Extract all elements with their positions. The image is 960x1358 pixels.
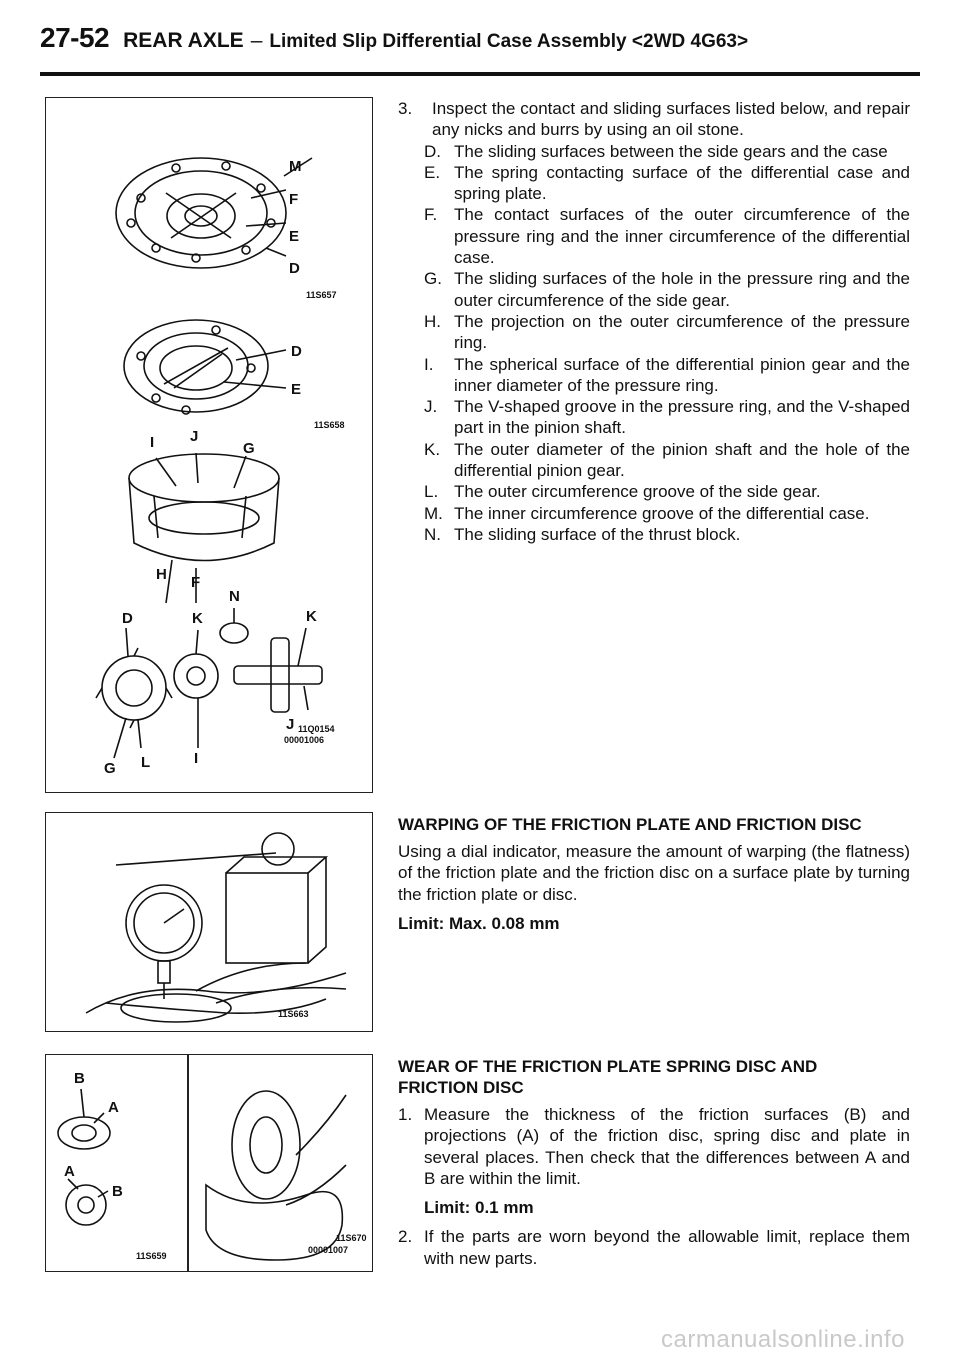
step-number: 3. — [398, 99, 413, 118]
item-letter: E. — [424, 162, 441, 182]
item-letter: H. — [424, 311, 441, 331]
label-k: K — [192, 610, 203, 627]
label-a: A — [108, 1099, 119, 1116]
figure-dial-indicator — [45, 812, 373, 1032]
step-number: 2. — [398, 1227, 413, 1247]
label-b: B — [74, 1070, 85, 1087]
item-text: The sliding surfaces of the hole in the pressure ring and the outer circumference of the side gear. — [454, 269, 910, 310]
list-item — [424, 311, 910, 354]
list-item — [424, 481, 910, 502]
title-dash: – — [250, 29, 263, 52]
item-letter: D. — [424, 141, 441, 161]
item-text: The spring contacting surface of the differential case and spring plate. — [454, 162, 910, 204]
list-item — [424, 268, 910, 311]
figure-code: 00001006 — [284, 735, 325, 745]
label-e: E — [291, 381, 302, 398]
figure-code: 11S659 — [136, 1251, 167, 1261]
inspection-intro-text: Inspect the contact and sliding surfaces listed below, and repair any nicks and burrs by using an oil stone. — [432, 99, 910, 140]
wear-step-1 — [398, 1104, 910, 1189]
wear-step-1-text: Measure the thickness of the friction surfaces (B) and projections (A) of the friction disc, spring disc and plate in several places. Then check that the differences between A and B are within the limit. — [424, 1105, 910, 1188]
label-h: H — [156, 566, 167, 583]
list-item — [424, 524, 910, 545]
inspection-list — [398, 141, 910, 546]
item-text: The contact surfaces of the outer circumference of the pressure ring and the inner circumference of the differential case. — [454, 205, 910, 268]
warping-section — [398, 814, 910, 934]
label-i: I — [150, 434, 155, 451]
list-item — [424, 162, 910, 205]
figure-code: 00001007 — [308, 1245, 349, 1255]
item-text: The spherical surface of the differential pinion gear and the inner diameter of the pressure ring. — [454, 354, 910, 395]
page-header — [40, 22, 920, 68]
warping-heading: WARPING OF THE FRICTION PLATE AND FRICTION DISC — [398, 815, 862, 834]
friction-disc-illustration — [46, 1055, 374, 1273]
figure-code: 11S670 — [336, 1233, 367, 1243]
section-title: REAR AXLE — [123, 29, 244, 52]
label-j: J — [190, 428, 199, 445]
watermark-text: carmanualsonline.info — [661, 1326, 905, 1353]
label-m: M — [289, 158, 302, 175]
label-l: L — [141, 754, 151, 771]
item-text: The sliding surfaces between the side gears and the case — [454, 141, 888, 161]
figure-code: 11Q0154 — [298, 724, 335, 734]
item-letter: G. — [424, 269, 442, 289]
list-item — [424, 503, 910, 524]
warping-body: Using a dial indicator, measure the amount of warping (the flatness) of the friction plate and the friction disc on a surface plate by turning the friction plate or disc. — [398, 842, 910, 904]
label-f: F — [191, 574, 201, 591]
item-letter: F. — [424, 205, 438, 225]
label-d: D — [122, 610, 133, 627]
label-j: J — [286, 716, 295, 733]
label-i: I — [194, 750, 199, 767]
page-number: 27-52 — [40, 22, 110, 53]
label-b: B — [112, 1183, 123, 1200]
wear-limit: Limit: 0.1 mm — [424, 1198, 534, 1218]
item-text: The projection on the outer circumference of the pressure ring. — [454, 311, 910, 353]
list-item — [424, 439, 910, 482]
item-text: The sliding surface of the thrust block. — [454, 524, 741, 544]
wear-section — [398, 1056, 910, 1269]
item-letter: K. — [424, 439, 441, 459]
item-letter: L. — [424, 482, 439, 502]
item-letter: J. — [424, 397, 438, 417]
section-subtitle: Limited Slip Differential Case Assembly <2WD 4G63> — [269, 31, 749, 52]
wear-step-2 — [398, 1226, 910, 1269]
list-item — [424, 141, 910, 162]
figure-friction-discs — [45, 1054, 373, 1272]
inspection-intro — [398, 98, 910, 141]
item-letter: I. — [424, 354, 434, 374]
step-number: 1. — [398, 1105, 413, 1124]
item-letter: M. — [424, 503, 443, 523]
list-item — [424, 396, 910, 439]
dial-indicator-illustration — [46, 813, 374, 1033]
item-text: The inner circumference groove of the differential case. — [454, 503, 870, 523]
inspection-section — [398, 98, 910, 545]
figure-code: 11S658 — [314, 420, 345, 430]
label-e: E — [289, 228, 300, 245]
figure-code: 11S657 — [306, 290, 337, 300]
label-g: G — [243, 440, 255, 457]
list-item — [424, 204, 910, 268]
wear-heading: WEAR OF THE FRICTION PLATE SPRING DISC AND FRICTION DISC — [398, 1057, 818, 1097]
list-item — [424, 354, 910, 397]
differential-parts-illustration — [46, 98, 374, 794]
label-k: K — [306, 608, 317, 625]
warping-limit: Limit: Max. 0.08 mm — [398, 913, 560, 933]
item-text: The outer circumference groove of the side gear. — [454, 482, 821, 502]
label-d: D — [289, 260, 300, 277]
figure-code: 11S663 — [278, 1009, 309, 1019]
wear-step-2-text: If the parts are worn beyond the allowable limit, replace them with new parts. — [424, 1227, 910, 1268]
label-f: F — [289, 191, 299, 208]
item-text: The V-shaped groove in the pressure ring, and the V-shaped part in the pinion shaft. — [454, 397, 910, 438]
item-text: The outer diameter of the pinion shaft and the hole of the differential pinion gear. — [454, 439, 910, 481]
label-a: A — [64, 1163, 75, 1180]
item-letter: N. — [424, 524, 441, 544]
label-g: G — [104, 760, 116, 777]
label-d: D — [291, 343, 302, 360]
label-n: N — [229, 588, 240, 605]
figure-differential-parts — [45, 97, 373, 793]
header-rule — [40, 72, 920, 76]
